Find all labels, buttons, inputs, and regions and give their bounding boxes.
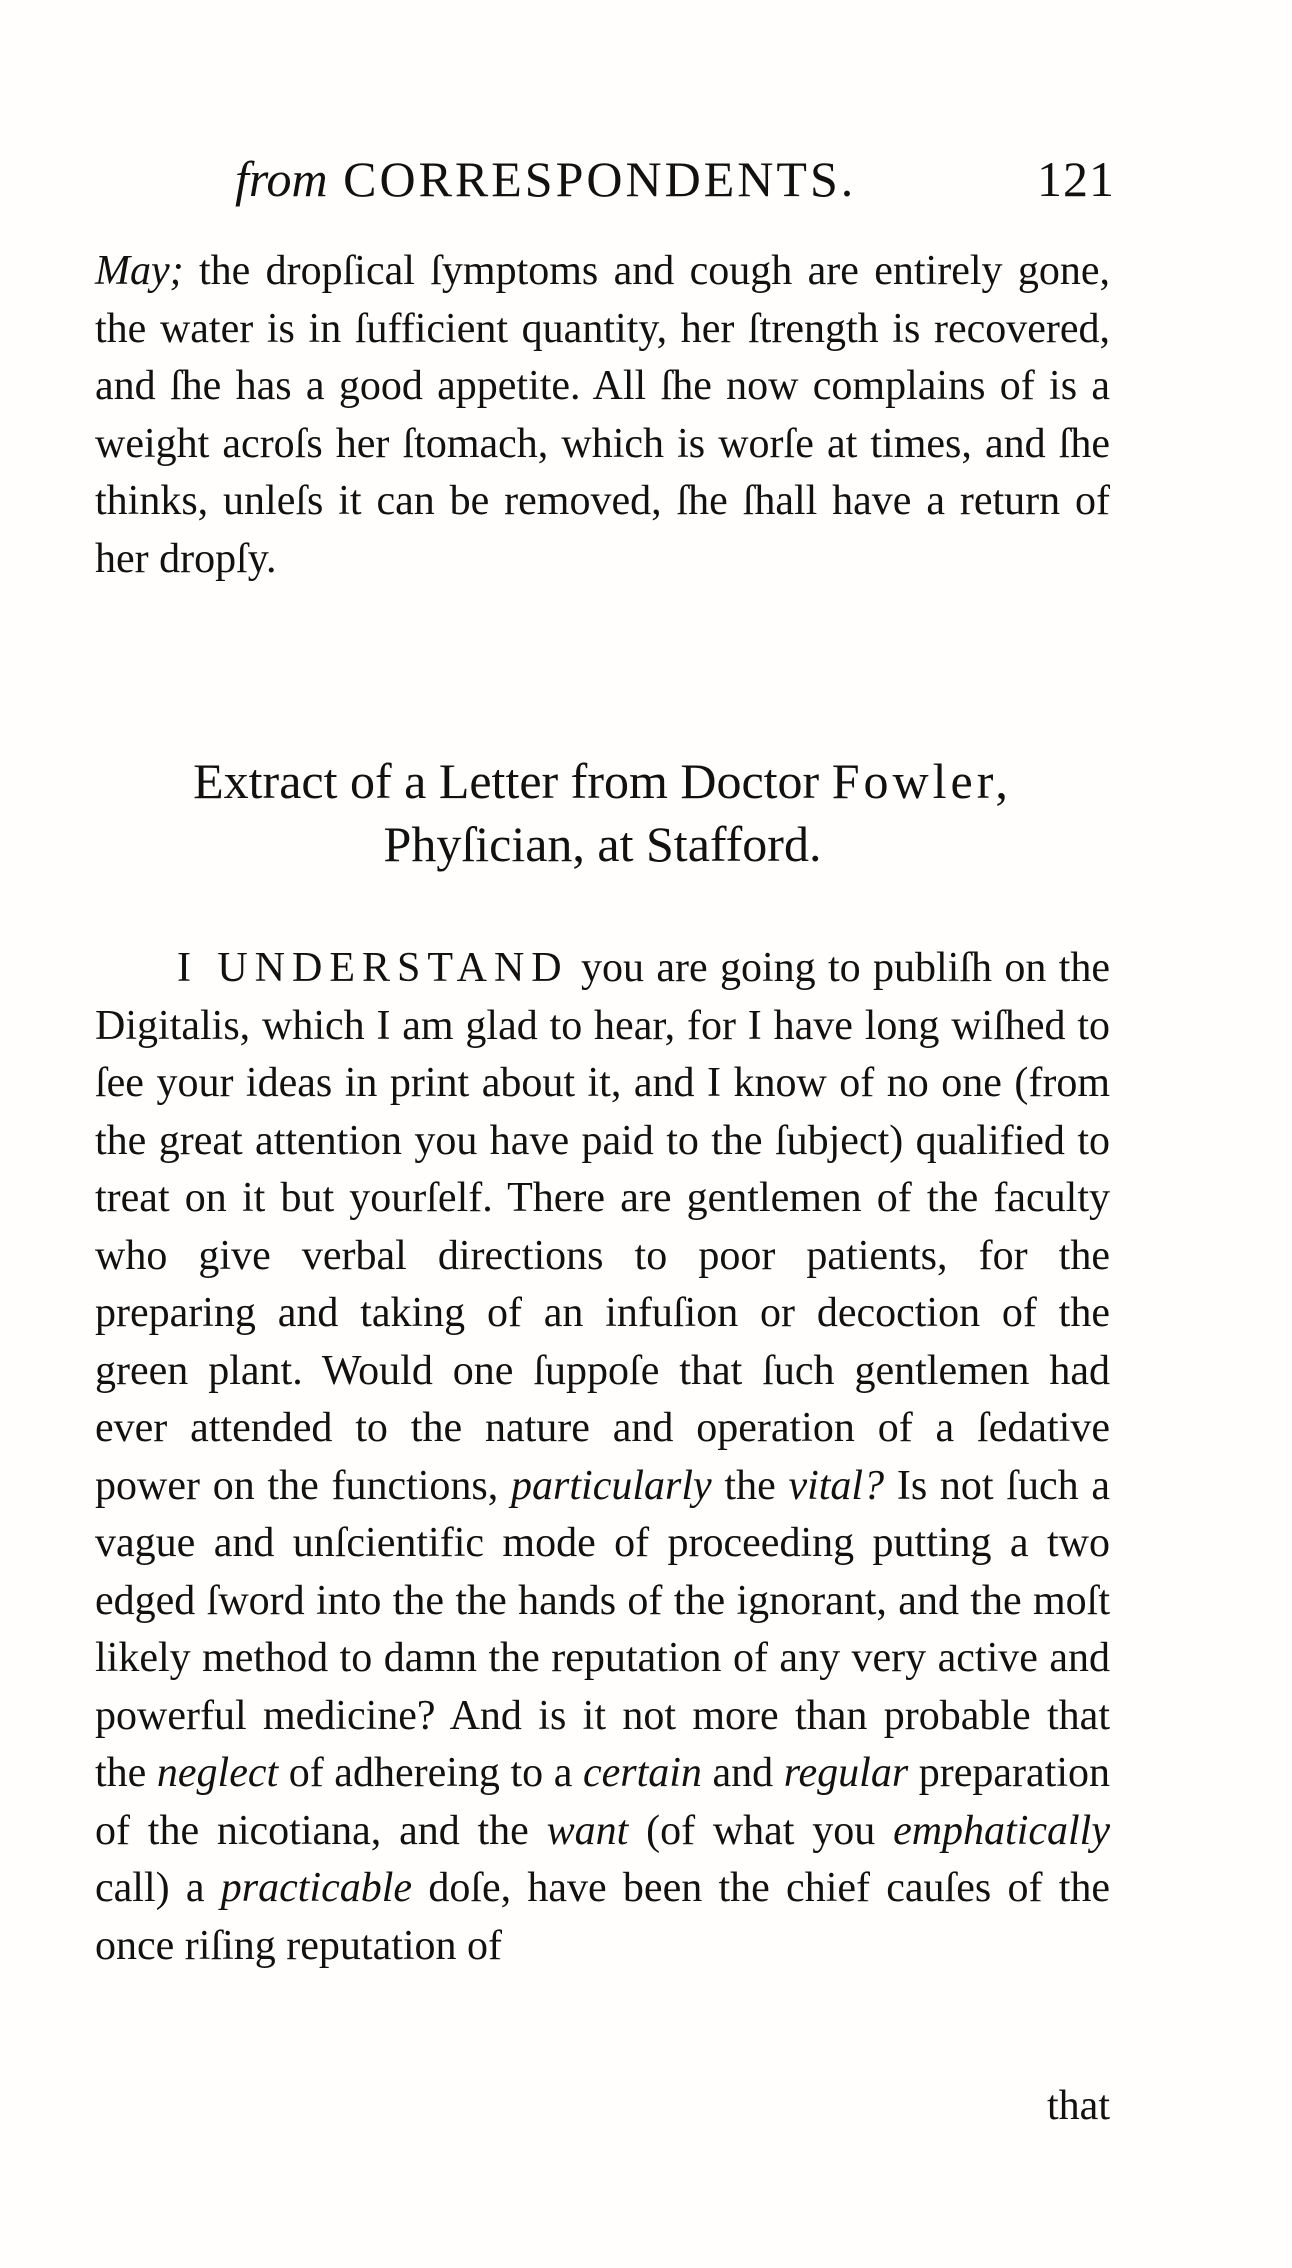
letter-heading — [95, 750, 1110, 876]
running-head-italic: from — [235, 151, 328, 207]
text-run: (of what you — [628, 1807, 894, 1854]
italic-run: particularly — [511, 1462, 712, 1509]
catchword: that — [1047, 2083, 1110, 2129]
text-run: of adhereing to a — [278, 1750, 583, 1796]
text-run: Is not ſuch a vague and unſcientific mode of proceeding putting a two edged ſword into the the hands of the ignorant, and the moſt likely method to damn the reputation of any very active and powerful medicine? And is it not more than probable that the — [95, 1462, 1110, 1796]
paragraph-text: the dropſical ſymptoms and cough are entirely gone, the water is in ſufficient quantity, her ſtrength is recovered, and ſhe has a good appetite. All ſhe now complains of is a weight acroſs her ſtomach, which is worſe at times, and ſhe thinks, unleſs it can be removed, ſhe ſhall have a return of her dropſy. — [95, 248, 1110, 582]
heading-line-2: Phyſician, at Stafford. — [383, 816, 822, 872]
heading-title: Extract of a Letter from Doctor — [193, 753, 820, 809]
italic-run: emphatically — [893, 1807, 1110, 1854]
paragraph-lead: I UNDERSTAND — [177, 945, 569, 991]
running-head-title: CORRESPONDENTS. — [343, 151, 857, 207]
heading-name: Fowler, — [831, 753, 1012, 809]
text-run: the — [711, 1462, 789, 1509]
italic-run: neglect — [156, 1750, 279, 1796]
text-run: and — [701, 1750, 784, 1796]
paragraph-lead-italic: May; — [95, 248, 184, 294]
italic-run: certain — [582, 1750, 702, 1796]
italic-run: vital? — [788, 1462, 885, 1509]
running-header — [235, 150, 1115, 220]
heading-line-1 — [95, 750, 1110, 813]
italic-run: want — [546, 1807, 629, 1854]
page-number: 121 — [1037, 151, 1115, 207]
italic-run: regular — [783, 1750, 909, 1796]
text-run: you are going to publiſh on the Digitalis, which I am glad to hear, for I have long wiſhed to ſee your ideas in print about it, and I know of no one (from the great attention you have paid to the ſubject) qualified to treat on it but yourſelf. There are gentlemen of the faculty who give verbal directions to poor patients, for the preparing and taking of an infuſion or decoction of the green plant. Would one ſuppoſe that ſuch gentlemen had ever attended to the nature and operation of a ſedative power on the functions, — [95, 945, 1110, 1509]
text-run: doſe, have been the chief cauſes of the once riſing reputation of — [95, 1865, 1110, 1969]
text-run: call) a — [95, 1865, 221, 1911]
italic-run: practicable — [220, 1865, 413, 1911]
letter-paragraph — [95, 940, 1110, 1975]
text-run: preparation of the nicotiana, and the — [95, 1750, 1110, 1854]
paragraph-continuation — [95, 243, 1110, 588]
